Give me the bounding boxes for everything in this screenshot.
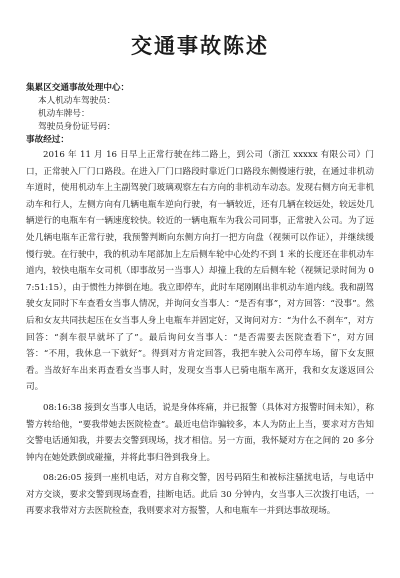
document-title: 交通事故陈述 [131,33,269,58]
paragraph-3: 08:26:05 接到一座机电话，对方自称交警，因号码陌生和被标注骚扰电话，与电话中对方交谈，要求交警到现场查看，挂断电话。此后 30 分钟内，女当事人三次拨打电话，一再要求我带对方去医院检查，我则要求对方报警，人和电瓶车一并到达事故现场。 [26,473,374,517]
driver-name-field: 本人机动车驾驶员： [38,96,116,106]
recipient-line: 集累区交通事故处理中心： [26,83,130,93]
section-label: 事故经过： [26,135,69,145]
paragraph-1: 2016 年 11 月 16 日早上正常行驶在纬二路上，到公司（浙江 xxxxx 有限公司）门口，正常驶入厂门口路段。在进入厂门口路段时靠近门口路段东侧慢速行驶，在通过非机动车道时，使用机动车上主副驾驶门玻璃观察左右方向的非机动车动态。发现右侧方向无非机动车和行人，左侧方向有几辆电瓶车逆向行驶，有一辆较近，还有几辆在较远处，较远处几辆逆行的电瓶车有一辆速度较快。较近的一辆电瓶车为我公司同事，正常驶入公司。为了远处几辆电瓶车正常行驶，我预警判断向东侧方向打一把方向盘（视频可以作证），并继续缓慢行驶。在行驶中，我的机动车尾部加上左后侧车轮中心处约不到 1 米的长度还在非机动车道内，较快电瓶车女司机（即事故另一当事人）却撞上我的左后侧车轮（视频记录时间为 07:51:15），由于惯性力摔倒在地。我立即停车，此时车尾刚刚出非机动车道内线。我和副驾驶女友同时下车查看女当事人情况，并询问女当事人：“是否有事”，对方回答：“没事”。然后和女友共同扶起压在女当事人身上电瓶车并固定好，又询问对方：“为什么不刹车”，对方回答：“刹车很早就坏了了”。最后询问女当事人：“是否需要去医院查看下”，对方回答：“不用，我休息一下就好”。得到对方肯定回答，我把车驶入公司停车场，留下女友照看。当故好车出来再查看女当事人时，发现女当事人已骑电瓶车离开，我和女友遂返回公司。 [26,150,374,393]
id-number-field: 驾驶员身份证号码： [38,122,116,132]
plate-number-field: 机动车牌号： [38,109,90,119]
paragraph-2: 08:16:38 接到女当事人电话，说是身体疼痛，并已报警（具体对方报警时间未知），称警方转给他，“要我带她去医院检查”。最近电信诈骗较多，本人为防止上当，要求对方告知交警电话通知我，并要去交警到现场，找才相信。另一方面，我怀疑对方在之间的 20 多分钟内在她处跌倒或碰撞，并将此事归咎到我身上。 [26,402,374,463]
